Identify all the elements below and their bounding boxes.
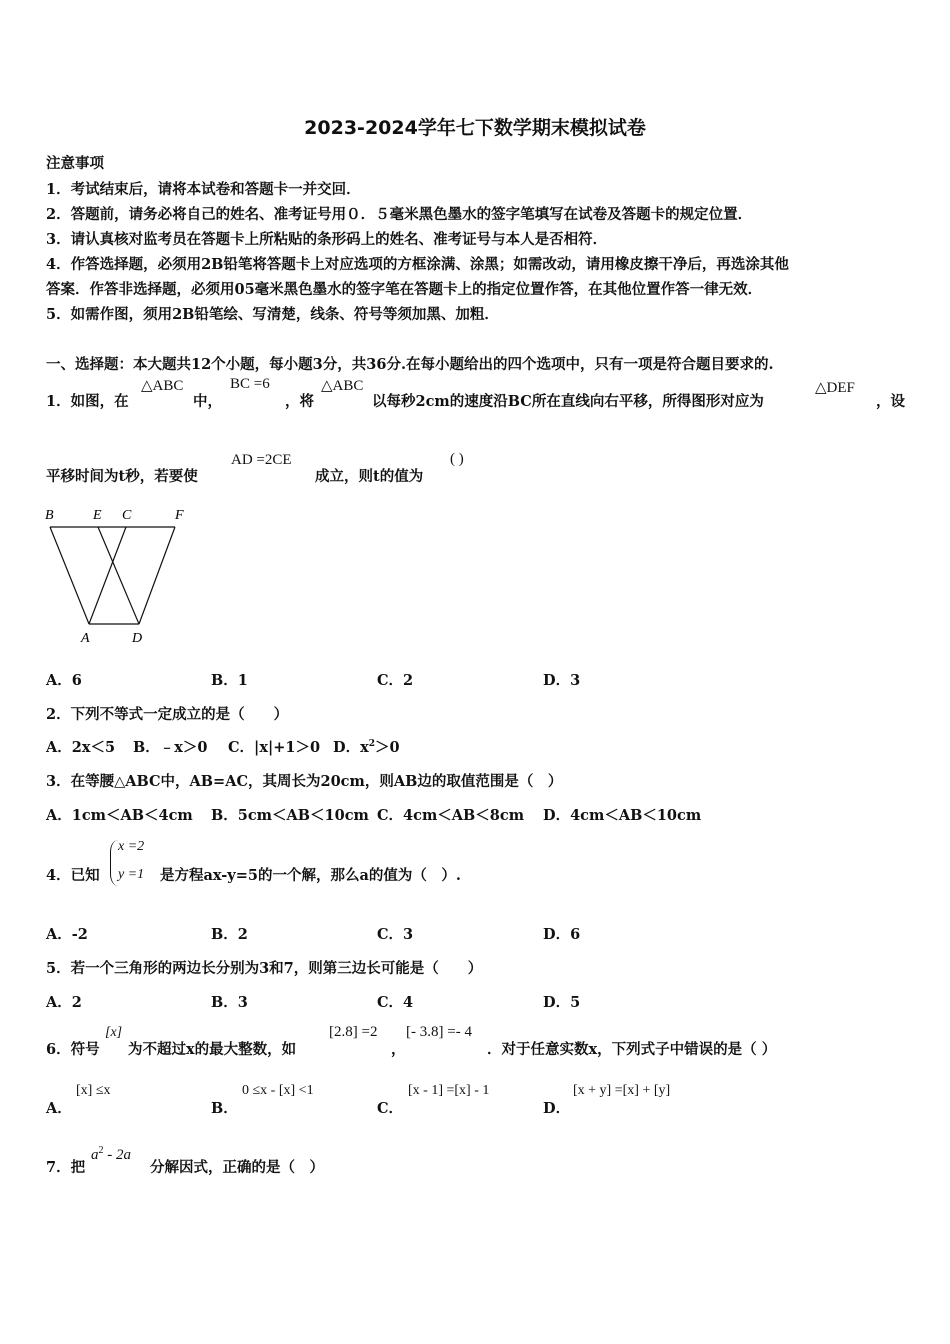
line-ed [98, 527, 139, 624]
q1-math: △ABC [321, 378, 364, 394]
line-df [139, 527, 175, 624]
q6-option-b-label: B． [211, 1100, 238, 1117]
q6-option-b-expr: 0 ≤x - [x] <1 [242, 1083, 314, 1098]
q1-math: BC =6 [230, 376, 270, 392]
q2-option-c: C．|x|+1＞0 [228, 739, 321, 756]
notice-item: 答案．作答非选择题，必须用05毫米黑色墨水的签字笔在答题卡上的指定位置作答，在其他位置作答一律无效． [46, 281, 763, 298]
q1-option-a: A．6 [46, 672, 82, 689]
q1-text: 平移时间为t秒，若要使 [46, 468, 198, 485]
q6-option-c-label: C． [377, 1100, 404, 1117]
label-a: A [81, 631, 90, 646]
q4-option-c: C．3 [377, 926, 414, 943]
q7-math-sup: 2 [98, 1145, 104, 1156]
q5-option-d: D．5 [543, 994, 581, 1011]
q6-text: ．对于任意实数x，下列式子中错误的是（ ） [487, 1041, 777, 1058]
label-c: C [122, 508, 132, 523]
q2-option-d-text: ＞0 [375, 739, 400, 756]
q4-option-a: A．-2 [46, 926, 88, 943]
notice-item: 3．请认真核对监考员在答题卡上所粘贴的条形码上的姓名、准考证号与本人是否相符． [46, 231, 608, 248]
q6-math: [- 3.8] =- 4 [406, 1024, 472, 1040]
label-b: B [45, 508, 54, 523]
q1-math: △DEF [815, 380, 855, 396]
label-d: D [132, 631, 143, 646]
q1-text: ，将 [285, 393, 314, 410]
q1-option-c: C．2 [377, 672, 414, 689]
q6-option-a-expr: [x] ≤x [76, 1083, 111, 1098]
line-ba [50, 527, 89, 624]
q6-option-c-expr: [x - 1] =[x] - 1 [408, 1083, 490, 1098]
q6-math: [2.8] =2 [329, 1024, 378, 1040]
q1-text: 成立，则t的值为 [315, 468, 424, 485]
notice-item: 4．作答选择题，必须用2B铅笔将答题卡上对应选项的方框涂满、涂黑；如需改动，请用橡皮擦干净后，再选涂其他 [46, 256, 789, 273]
q5-option-b: B．3 [211, 994, 248, 1011]
q3-option-c: C．4cm＜AB＜8cm [377, 807, 525, 824]
q5-stem: 5．若一个三角形的两边长分别为3和7，则第三边长可能是（ ） [46, 960, 483, 977]
q2-option-b: B．﹣x＞0 [133, 739, 208, 756]
q1-option-b: B．1 [211, 672, 248, 689]
q1-figure [40, 500, 210, 652]
q5-option-c: C．4 [377, 994, 414, 1011]
q3-option-d: D．4cm＜AB＜10cm [543, 807, 702, 824]
q2-option-d [333, 736, 400, 757]
notice-item: 1．考试结束后，请将本试卷和答题卡一并交回． [46, 181, 361, 198]
q6-text: 为不超过x的最大整数，如 [128, 1041, 297, 1058]
label-f: F [175, 508, 184, 523]
notice-item: 5．如需作图，须用2B铅笔绘、写清楚，线条、符号等须加黑、加粗． [46, 306, 499, 323]
q6-option-a-label: A． [46, 1100, 72, 1117]
q1-paren: ( ) [450, 451, 464, 467]
notice-item: 2．答题前，请务必将自己的姓名、准考证号用０．５毫米黑色墨水的签字笔填写在试卷及答题卡的规定位置． [46, 206, 753, 223]
q1-math: AD =2CE [231, 452, 292, 468]
q7-math-rest: - 2a [103, 1147, 131, 1163]
q4-equation: x =2 [118, 839, 145, 854]
q6-option-d-label: D． [543, 1100, 571, 1117]
q7-text: 分解因式，正确的是（ ） [150, 1159, 324, 1176]
q6-text: ， [391, 1041, 406, 1058]
q6-option-d-expr: [x + y] =[x] + [y] [573, 1083, 671, 1098]
q2-option-d-sup: 2 [368, 739, 375, 750]
notice-heading: 注意事项 [46, 155, 104, 172]
q1-option-d: D．3 [543, 672, 581, 689]
q4-text: 4．已知 [46, 867, 100, 884]
q1-text: ，设 [876, 393, 905, 410]
q3-option-a: A．1cm＜AB＜4cm [46, 807, 193, 824]
section-heading: 一、选择题：本大题共12个小题，每小题3分，共36分.在每小题给出的四个选项中，只有一项是符合题目要求的. [46, 356, 774, 373]
line-ac [89, 527, 126, 624]
q7-math-base: a [91, 1147, 99, 1163]
q4-option-d: D．6 [543, 926, 581, 943]
q1-text: 1．如图，在 [46, 393, 129, 410]
q1-text: 以每秒2cm的速度沿BC所在直线向右平移，所得图形对应为 [372, 393, 764, 410]
q3-option-b: B．5cm＜AB＜10cm [211, 807, 369, 824]
q6-text: 6．符号 [46, 1041, 100, 1058]
q1-math: △ABC [141, 378, 184, 394]
page-title: 2023-2024学年七下数学期末模拟试卷 [304, 117, 646, 139]
label-e: E [93, 508, 102, 523]
q2-option-d-text: D．x [333, 739, 369, 756]
q2-stem: 2．下列不等式一定成立的是（ ） [46, 706, 289, 723]
q7-text: 7．把 [46, 1159, 86, 1176]
q4-text: 是方程ax-y=5的一个解，那么a的值为（ ）. [160, 867, 461, 884]
q4-equation: y =1 [118, 867, 145, 882]
q2-option-a: A．2x＜5 [46, 739, 116, 756]
q7-math [91, 1145, 131, 1164]
q5-option-a: A．2 [46, 994, 82, 1011]
q3-stem: 3．在等腰△ABC中，AB=AC，其周长为20cm，则AB边的取值范围是（ ） [46, 773, 563, 790]
q6-math: [x] [105, 1025, 123, 1040]
q1-text: 中， [193, 393, 222, 410]
q4-option-b: B．2 [211, 926, 248, 943]
